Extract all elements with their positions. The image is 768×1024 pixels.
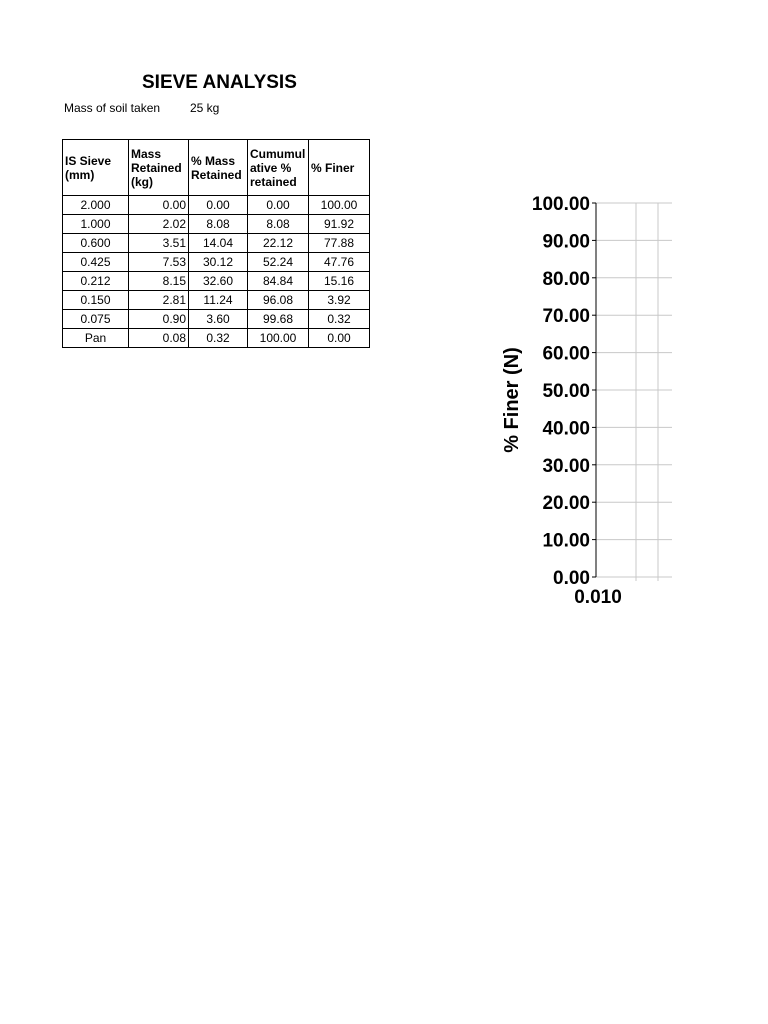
header-is-sieve: IS Sieve (mm) — [63, 140, 129, 196]
table-cell: 3.60 — [189, 310, 248, 329]
table-cell: Pan — [63, 329, 129, 348]
y-tick-label: 40.00 — [542, 418, 590, 440]
chart-gridlines — [592, 203, 672, 581]
table-cell: 100.00 — [309, 196, 370, 215]
header-mass-retained: Mass Retained (kg) — [129, 140, 189, 196]
table-cell: 0.00 — [189, 196, 248, 215]
y-tick-label: 80.00 — [542, 268, 590, 290]
table-cell: 0.600 — [63, 234, 129, 253]
header-pct-mass-retained: % Mass Retained — [189, 140, 248, 196]
table-cell: 22.12 — [248, 234, 309, 253]
mass-value: 25 kg — [190, 101, 220, 115]
table-cell: 0.32 — [309, 310, 370, 329]
table-cell: 32.60 — [189, 272, 248, 291]
table-cell: 84.84 — [248, 272, 309, 291]
header-pct-finer: % Finer — [309, 140, 370, 196]
table-cell: 0.00 — [248, 196, 309, 215]
table-cell: 0.150 — [63, 291, 129, 310]
table-cell: 0.90 — [129, 310, 189, 329]
table-cell: 2.81 — [129, 291, 189, 310]
table-cell: 0.00 — [129, 196, 189, 215]
table-cell: 0.00 — [309, 329, 370, 348]
header-cumulative-retained: Cumumul ative % retained — [248, 140, 309, 196]
table-cell: 1.000 — [63, 215, 129, 234]
table-cell: 2.02 — [129, 215, 189, 234]
y-tick-label: 10.00 — [542, 530, 590, 552]
table-cell: 15.16 — [309, 272, 370, 291]
y-tick-label: 100.00 — [531, 194, 590, 215]
x-axis-tick-labels — [574, 587, 622, 608]
table-cell: 3.51 — [129, 234, 189, 253]
table-cell: 91.92 — [309, 215, 370, 234]
table-cell: 30.12 — [189, 253, 248, 272]
y-axis-tick-labels — [532, 194, 590, 589]
table-cell: 8.08 — [248, 215, 309, 234]
y-tick-label: 0.00 — [553, 568, 590, 589]
table-cell: 100.00 — [248, 329, 309, 348]
y-tick-label: 60.00 — [542, 343, 590, 365]
y-tick-label: 50.00 — [542, 381, 590, 402]
table-cell: 8.15 — [129, 272, 189, 291]
y-tick-label: 70.00 — [542, 306, 590, 328]
table-cell: 14.04 — [189, 234, 248, 253]
table-cell: 0.08 — [129, 329, 189, 348]
table-cell: 7.53 — [129, 253, 189, 272]
table-cell: 96.08 — [248, 291, 309, 310]
y-tick-label: 20.00 — [542, 493, 590, 515]
table-cell: 52.24 — [248, 253, 309, 272]
y-axis-label: % Finer (N) — [501, 347, 523, 453]
x-tick-label: 0.010 — [574, 587, 622, 608]
table-cell: 47.76 — [309, 253, 370, 272]
y-tick-label: 30.00 — [542, 455, 590, 477]
table-cell: 77.88 — [309, 234, 370, 253]
table-cell: 0.32 — [189, 329, 248, 348]
table-cell: 0.212 — [63, 272, 129, 291]
page-title: SIEVE ANALYSIS — [142, 72, 297, 93]
table-cell: 2.000 — [63, 196, 129, 215]
table-cell: 3.92 — [309, 291, 370, 310]
table-cell: 11.24 — [189, 291, 248, 310]
table-cell: 0.425 — [63, 253, 129, 272]
table-cell: 0.075 — [63, 310, 129, 329]
mass-label: Mass of soil taken — [64, 101, 161, 115]
table-cell: 8.08 — [189, 215, 248, 234]
table-cell: 99.68 — [248, 310, 309, 329]
y-tick-label: 90.00 — [542, 231, 590, 253]
